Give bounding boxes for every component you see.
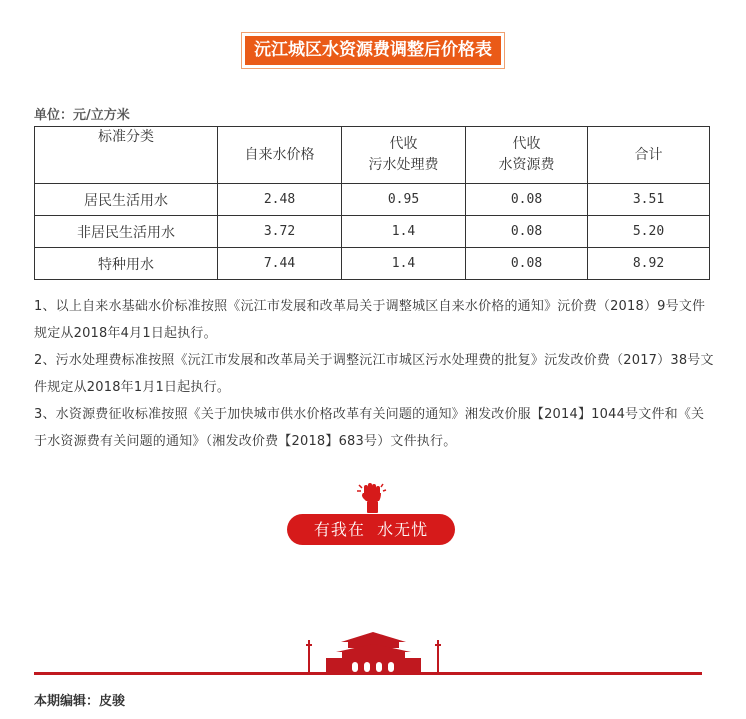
note-2: 2、污水处理费标准按照《沅江市发展和改革局关于调整沅江市城区污水处理费的批复》沅发改价费（2017）38号文件规定从2018年1月1日起执行。 — [34, 353, 714, 395]
page-title: 沅江城区水资源费调整后价格表 — [245, 36, 501, 65]
header-tap-water-price: 自来水价格 — [218, 127, 342, 184]
footer-divider — [34, 672, 702, 675]
table-row — [35, 248, 710, 280]
note-1: 1、以上自来水基础水价标准按照《沅江市发展和改革局关于调整城区自来水价格的通知》沅价费（2018）9号文件规定从2018年4月1日起执行。 — [34, 299, 706, 341]
table-cell: 0.08 — [466, 184, 588, 216]
table-cell: 7.44 — [218, 248, 342, 280]
table-cell: 1.4 — [342, 216, 466, 248]
header-water-resource-fee: 代收 水资源费 — [466, 127, 588, 184]
table-cell: 8.92 — [588, 248, 710, 280]
table-cell: 3.51 — [588, 184, 710, 216]
table-cell: 3.72 — [218, 216, 342, 248]
title-frame — [241, 32, 505, 69]
table-cell: 1.4 — [342, 248, 466, 280]
table-cell: 0.08 — [466, 248, 588, 280]
title-wrap — [0, 32, 746, 69]
table-cell: 0.08 — [466, 216, 588, 248]
table-cell: 居民生活用水 — [35, 184, 218, 216]
note-3: 3、水资源费征收标准按照《关于加快城市供水价格改革有关问题的通知》湘发改价服【2014】1044号文件和《关于水资源费有关问题的通知》（湘发改价费【2018】683号）文件执行。 — [34, 407, 705, 449]
unit-label: 单位：元/立方米 — [34, 108, 130, 123]
slogan-button[interactable]: 有我在 水无忧 — [287, 514, 455, 545]
editor-credit: 本期编辑：皮骏 — [34, 694, 126, 709]
notes-section — [34, 293, 714, 455]
header-category: 标准分类 — [35, 127, 218, 184]
price-table — [34, 126, 710, 280]
header-total: 合计 — [588, 127, 710, 184]
table-cell: 0.95 — [342, 184, 466, 216]
header-sewage-fee: 代收 污水处理费 — [342, 127, 466, 184]
raised-fist-icon — [355, 481, 389, 515]
table-row — [35, 184, 710, 216]
table-cell: 特种用水 — [35, 248, 218, 280]
table-cell: 非居民生活用水 — [35, 216, 218, 248]
table-row — [35, 216, 710, 248]
table-cell: 5.20 — [588, 216, 710, 248]
tiananmen-gate-icon — [306, 628, 441, 674]
table-cell: 2.48 — [218, 184, 342, 216]
table-header-row — [35, 127, 710, 184]
